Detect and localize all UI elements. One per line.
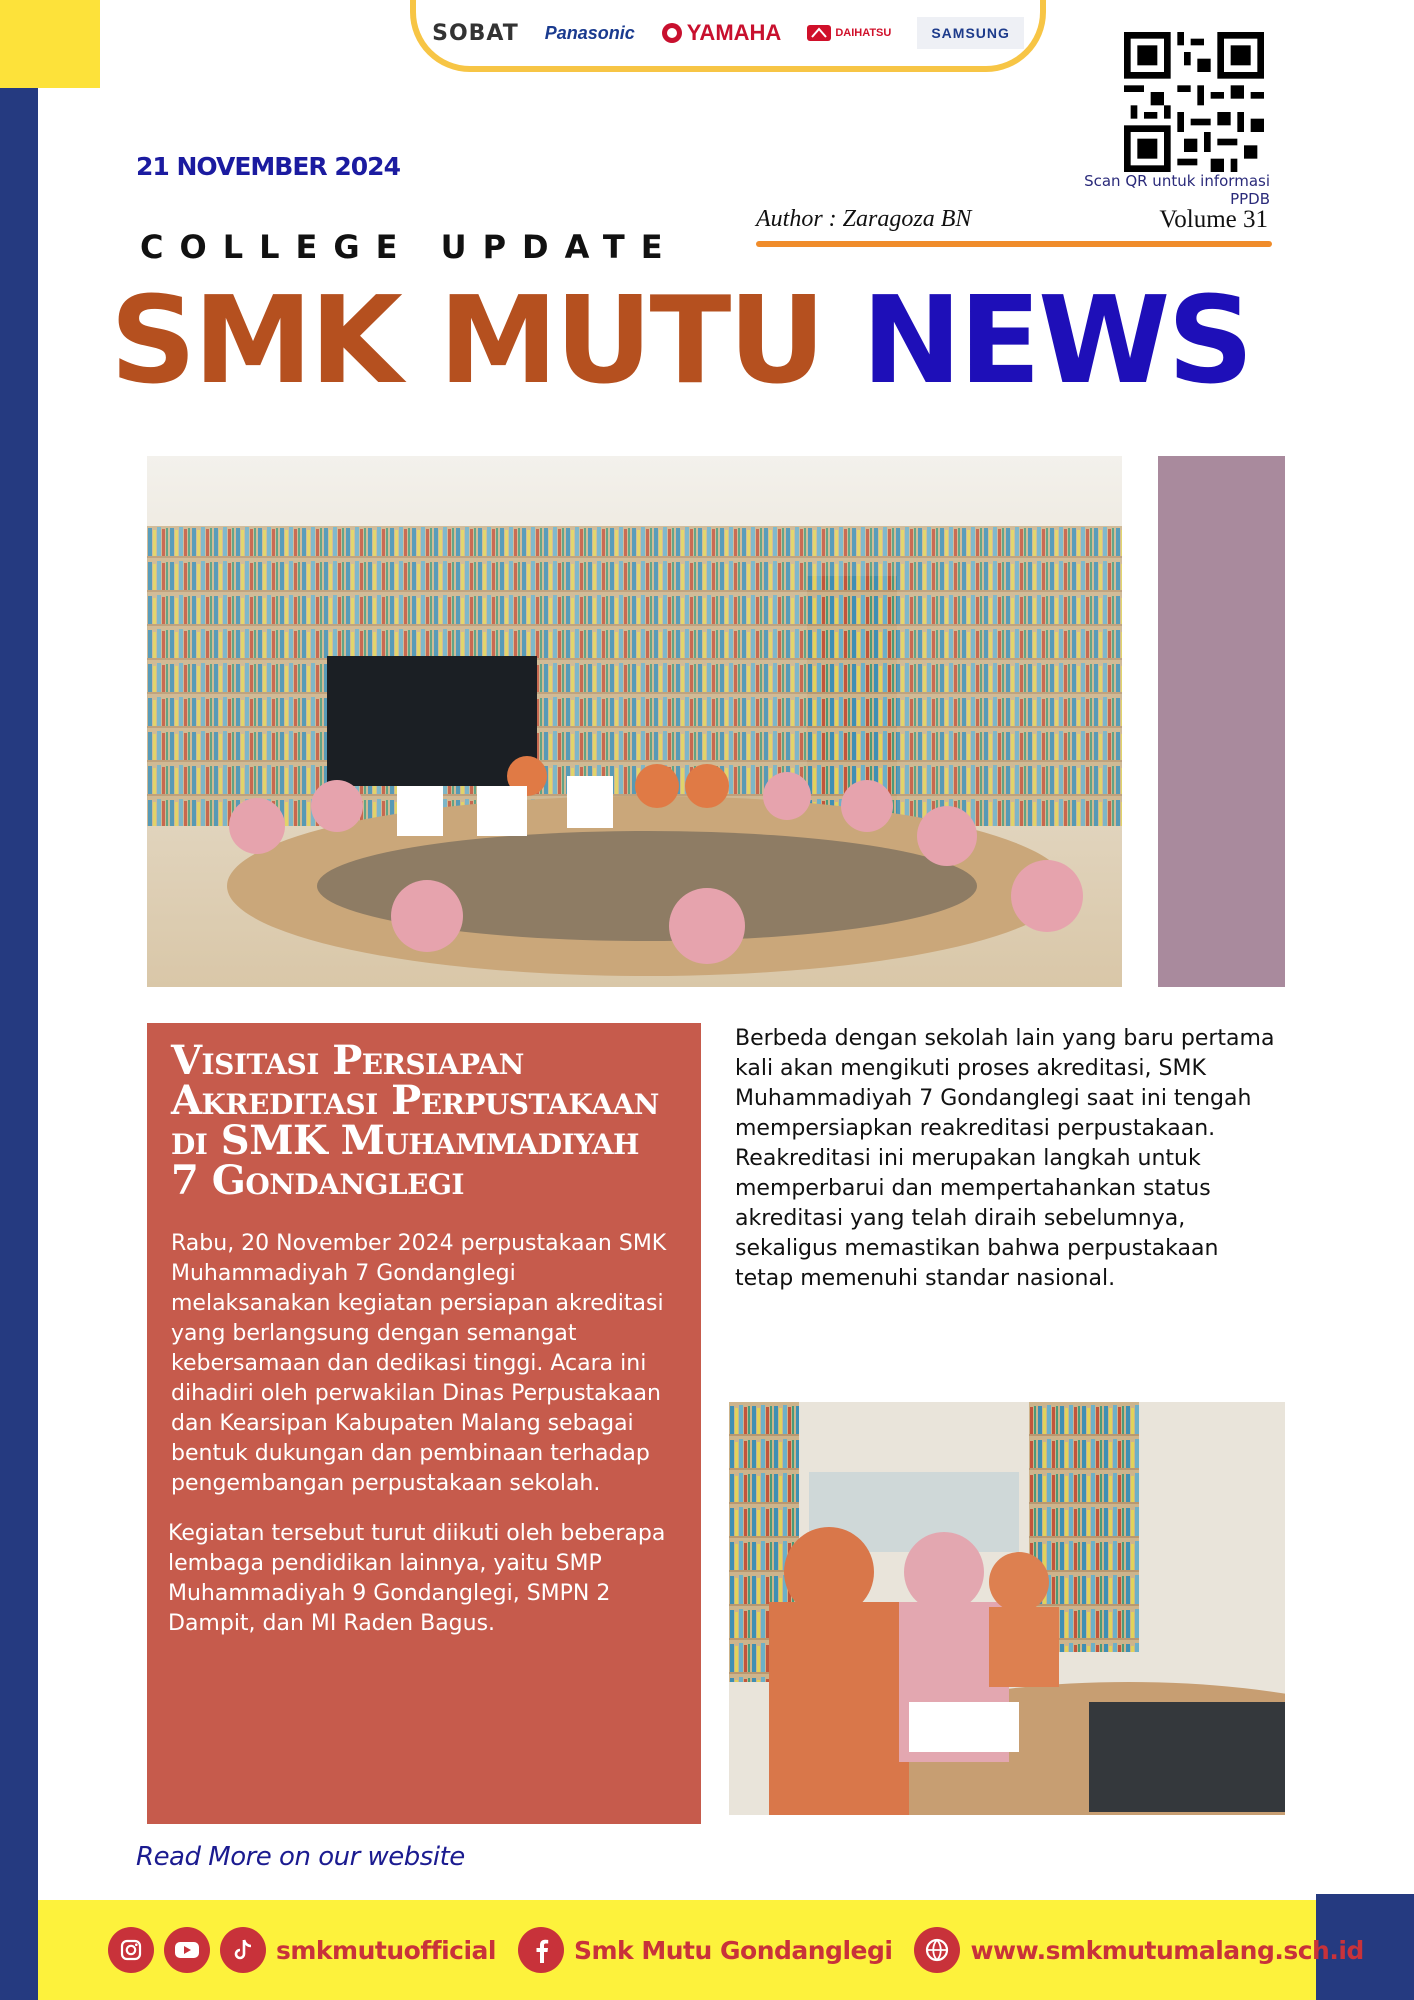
website-url[interactable]: www.smkmutumalang.sch.id xyxy=(970,1935,1364,1965)
sponsor-logo-daihatsu-group xyxy=(807,25,891,41)
hero-photo-library-meeting xyxy=(147,456,1122,987)
footer-social-bar xyxy=(38,1900,1364,2000)
masthead-smk-mutu: SMK MUTU xyxy=(110,272,862,411)
article-title: Visitasi Persiapan Akreditasi Perpustakaan di SMK Muhammadiyah 7 Gondanglegi xyxy=(171,1037,659,1204)
left-accent-bar xyxy=(0,88,38,2000)
globe-icon[interactable] xyxy=(914,1927,960,1973)
article-box xyxy=(147,1023,701,1824)
sponsor-logo-sobat: SOBAT xyxy=(432,20,519,46)
article-paragraph-2: Kegiatan tersebut turut diikuti oleh beberapa lembaga pendidikan lainnya, yaitu SMP Muhammadiyah 9 Gondanglegi, SMPN 2 Dampit, dan MI Raden Bagus. xyxy=(168,1521,666,1636)
corner-accent xyxy=(0,0,100,88)
read-more-link[interactable]: Read More on our website xyxy=(136,1842,465,1872)
issue-date: 21 NOVEMBER 2024 xyxy=(136,152,400,181)
instagram-icon[interactable] xyxy=(108,1927,154,1973)
facebook-icon[interactable] xyxy=(518,1927,564,1973)
article-side-paragraph: Berbeda dengan sekolah lain yang baru pertama kali akan mengikuti proses akreditasi, SMK Muhammadiyah 7 Gondanglegi saat ini tengah mempersiapkan reakreditasi perpustakaan. Reakreditasi ini merupakan langkah untuk memperbarui dan mempertahankan status akreditasi yang telah diraih sebelumnya, sekaligus memastikan bahwa perpustakaan tetap memenuhi standar nasional. xyxy=(735,1026,1275,1291)
sponsor-logos-bar xyxy=(410,0,1046,72)
facebook-page-name[interactable]: Smk Mutu Gondanglegi xyxy=(573,1935,893,1965)
author-line: Author : Zaragoza BN xyxy=(756,206,972,232)
masthead-title xyxy=(110,272,1310,412)
instagram-handle[interactable]: smkmutuofficial xyxy=(276,1935,496,1965)
sponsor-logo-yamaha: YAMAHA xyxy=(686,20,782,45)
sponsor-logo-samsung: SAMSUNG xyxy=(917,17,1024,49)
qr-caption: Scan QR untuk informasi PPDB xyxy=(1084,172,1270,208)
tiktok-icon[interactable] xyxy=(220,1927,266,1973)
sponsor-logo-yamaha-group xyxy=(661,20,782,46)
sponsor-logo-daihatsu: DAIHATSU xyxy=(835,27,892,39)
daihatsu-emblem-icon xyxy=(807,25,831,41)
yamaha-tuning-fork-icon xyxy=(661,22,683,44)
header-rule xyxy=(756,241,1272,247)
secondary-photo-librarians xyxy=(729,1402,1285,1815)
sponsor-logo-panasonic: Panasonic xyxy=(544,22,635,43)
kicker-college-update: COLLEGE UPDATE xyxy=(140,228,679,266)
youtube-icon[interactable] xyxy=(164,1927,210,1973)
volume-number: Volume 31 xyxy=(1159,206,1268,233)
article-paragraph-1: Rabu, 20 November 2024 perpustakaan SMK Muhammadiyah 7 Gondanglegi melaksanakan kegiatan persiapan akreditasi yang berlangsung dengan semangat kebersamaan dan dedikasi tinggi. Acara ini dihadiri oleh perwakilan Dinas Perpustakaan dan Kearsipan Kabupaten Malang sebagai bentuk dukungan dan pembinaan terhadap pengembangan perpustakaan sekolah. xyxy=(171,1231,667,1496)
side-color-block xyxy=(1158,456,1285,987)
qr-code-icon[interactable] xyxy=(1124,32,1264,172)
masthead-news: NEWS xyxy=(861,272,1251,411)
